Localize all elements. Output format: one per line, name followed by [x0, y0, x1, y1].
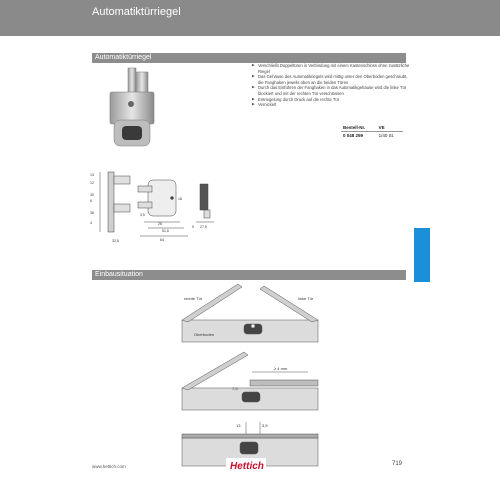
technical-drawing [88, 166, 218, 246]
hettich-logo [226, 458, 266, 472]
label-gap: ≥ 4 mm [274, 366, 288, 371]
section-title-installation: Einbausituation [92, 270, 406, 280]
dim-center-2: 18 [178, 197, 182, 201]
footer-url[interactable]: www.hettich.com [92, 464, 126, 469]
order-header-number: Bestell-Nr. [341, 124, 377, 132]
dim-center-4: 51,5 [162, 229, 169, 233]
dim-center-5: 64 [160, 238, 164, 242]
order-unit: 1/40 St. [378, 133, 395, 138]
page-number: 719 [392, 461, 403, 467]
order-table [341, 124, 403, 139]
feature-item: ▶ Das Gehäuse des Automatikriegels wird mittig unter den Oberboden geschraubt, die Fanghaken jeweils oben an die beiden Türen [252, 74, 412, 85]
installation-diagram-open [180, 282, 320, 344]
dim-right-1: 9 [192, 225, 194, 229]
dim-left-6: 4 [90, 221, 92, 225]
order-number: 0 048 259 [343, 133, 364, 138]
dim-center-1: 3,5 [140, 213, 145, 217]
label-top-board: Oberboden [194, 332, 215, 337]
label-right-door: rechte Tür [184, 296, 203, 301]
label-dim-b: 13 [236, 423, 241, 428]
dim-left-4: 6 [90, 199, 92, 203]
dim-left-5: 36 [90, 211, 94, 215]
feature-item: ▶ Vernickelt [252, 102, 412, 108]
product-photo [96, 64, 166, 156]
feature-list [252, 63, 412, 108]
dim-left-2: 12 [90, 181, 94, 185]
logo-text: Hettich [230, 461, 264, 472]
feature-item: ▶ Entriegelung durch Druck auf die rechte Tür [252, 97, 412, 103]
dim-right-2: 27,5 [200, 225, 207, 229]
label-dim-a: 7,5 [232, 386, 238, 391]
dim-left-3: 30 [90, 193, 94, 197]
label-dim-c: 3,5 [262, 423, 268, 428]
feature-item: ▶ Durch das Einführen der Fanghaken in das Automatikgehäuse wird die linke Tür blockiert und mit der rechten Tür verschlossen [252, 85, 412, 96]
order-header-unit: VE [377, 124, 403, 132]
dim-bottom-left: 32,5 [112, 239, 119, 243]
chapter-tab [414, 228, 430, 282]
feature-item: ▶ Verschließt Doppeltüren in Verbindung mit einem Kastenschloss ohne zusätzliche Riegel [252, 63, 412, 74]
label-left-door: linke Tür [298, 296, 314, 301]
page-title: Automatiktürriegel [92, 6, 181, 18]
installation-diagram-closing [180, 350, 320, 412]
dim-left-1: 13 [90, 173, 94, 177]
page-header [0, 0, 500, 36]
section-title-product: Automatiktürriegel [92, 53, 406, 63]
dim-center-3: 26 [158, 222, 162, 226]
